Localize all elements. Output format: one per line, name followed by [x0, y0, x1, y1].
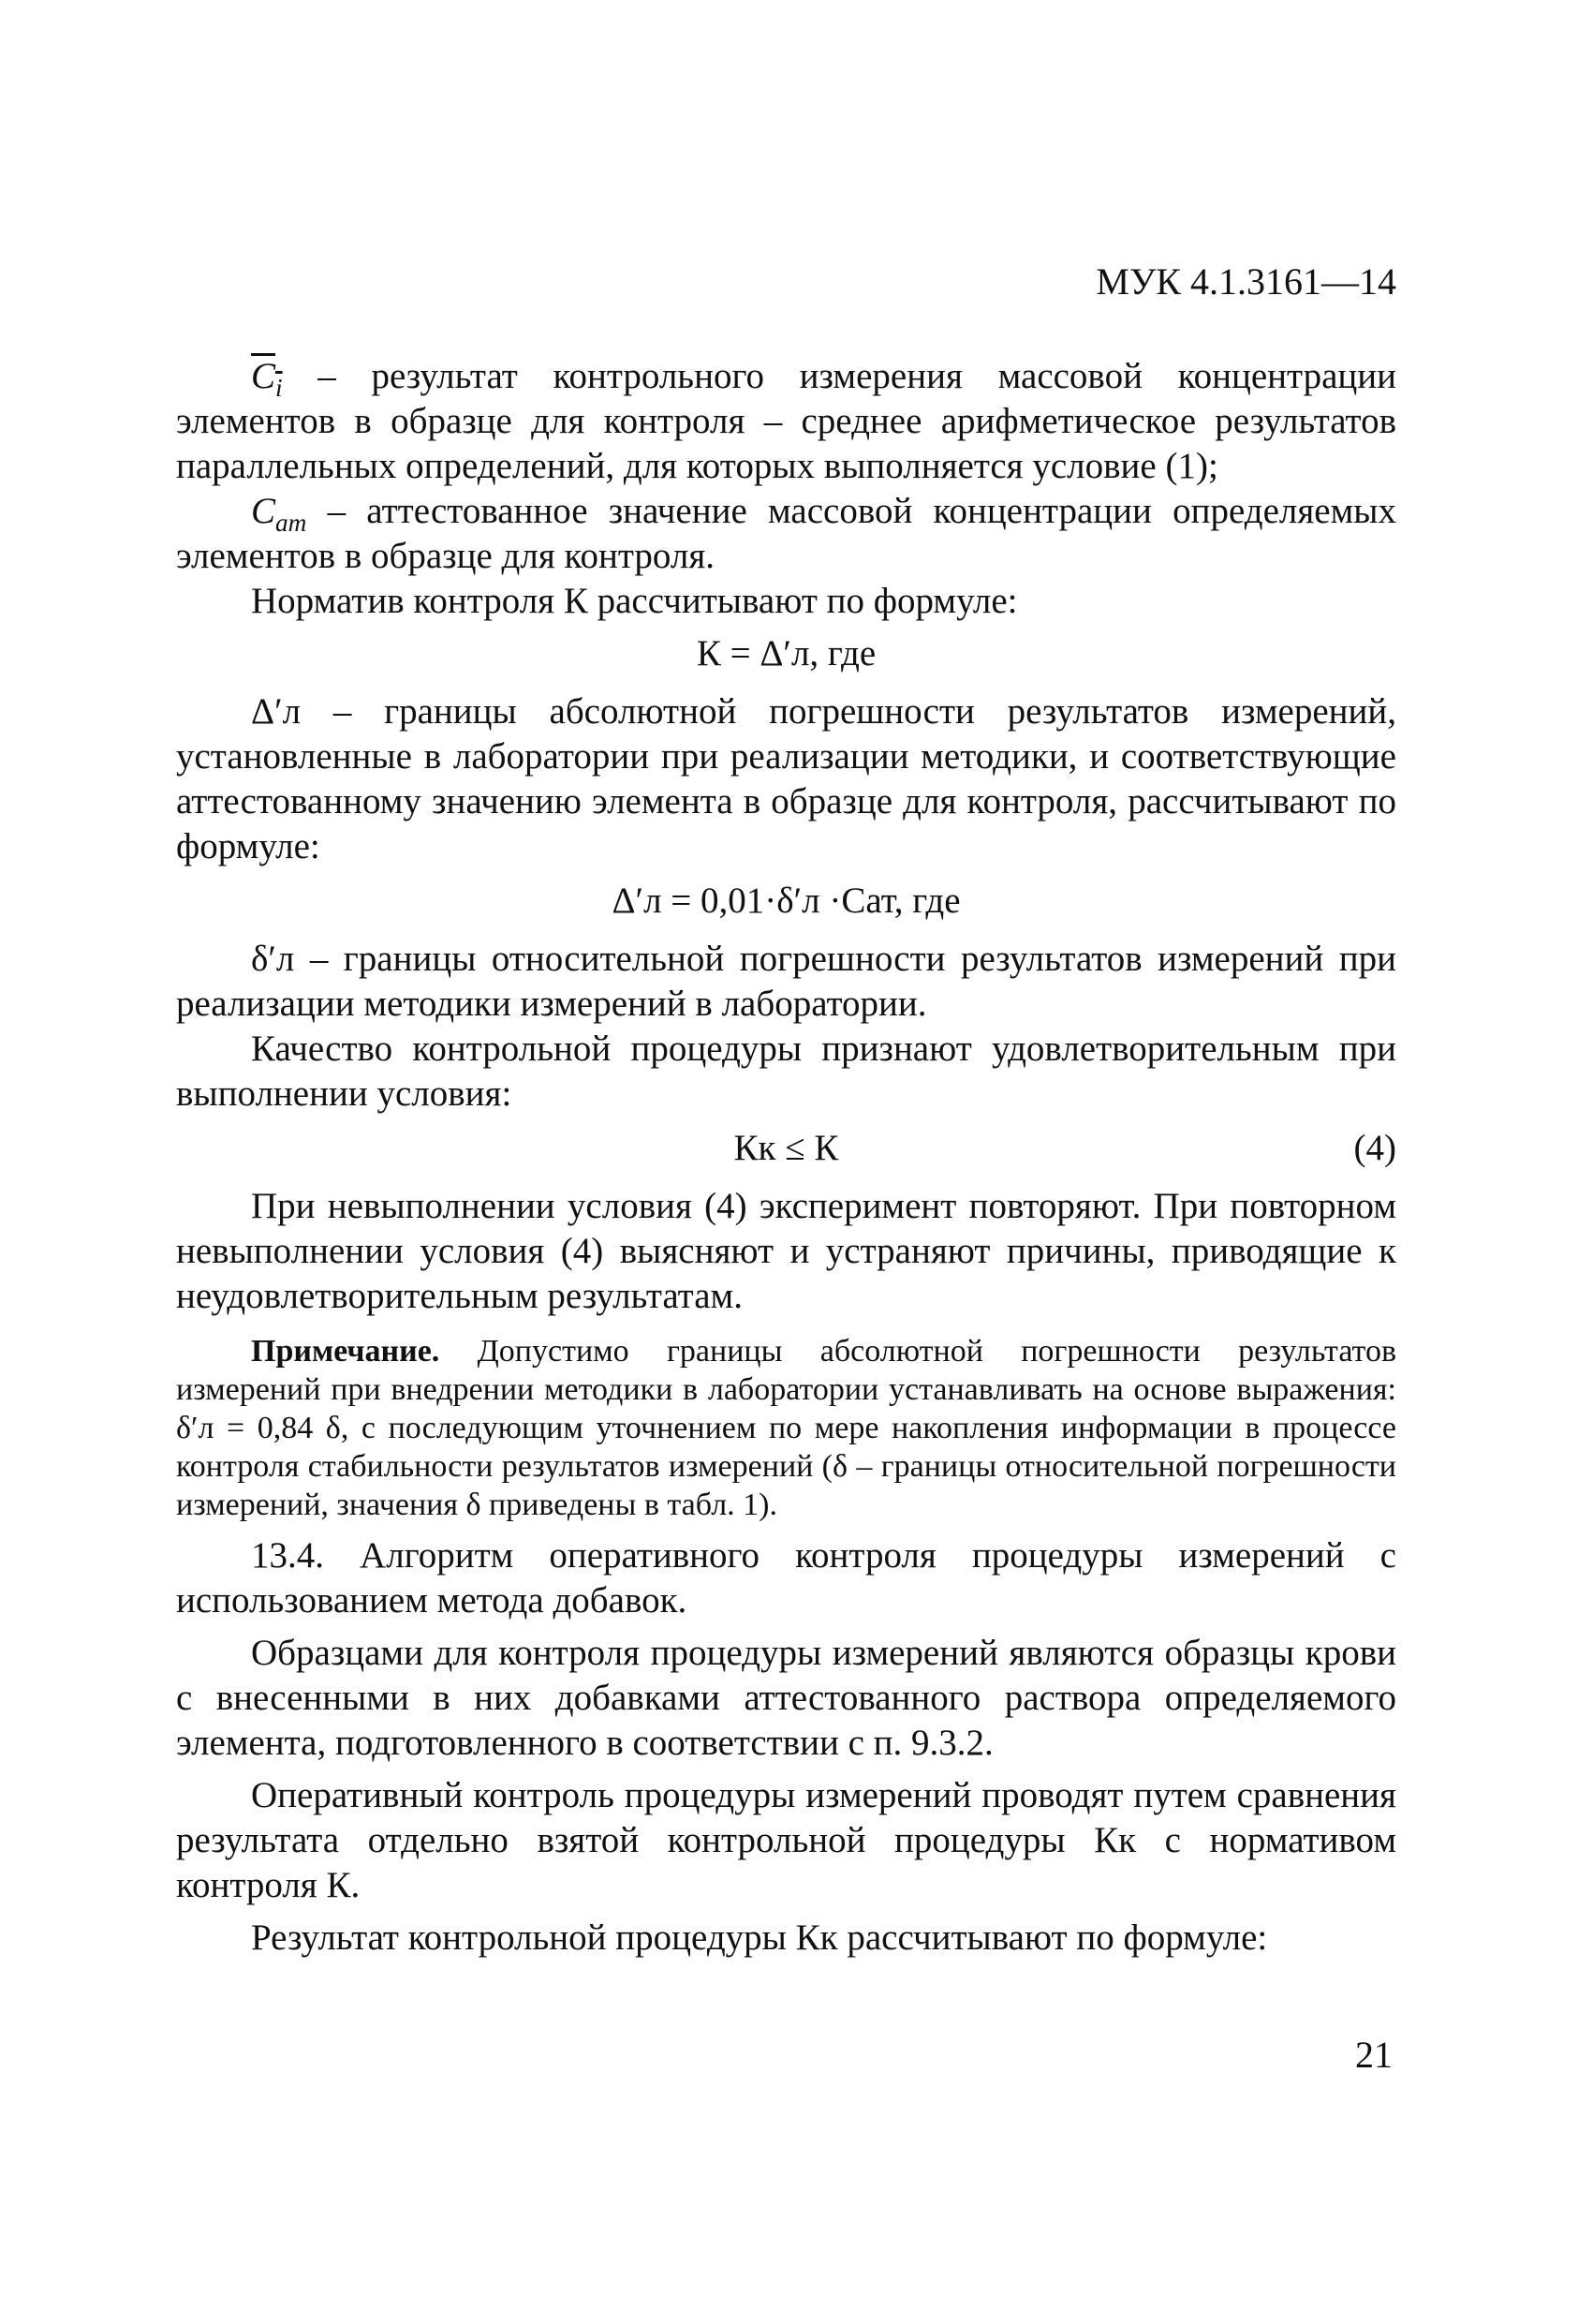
page-number: 21	[1355, 2034, 1393, 2076]
formula-delta: Δ′л = 0,01·δ′л ·Сат, где	[612, 881, 961, 921]
delta-definition: Δ′л – границы абсолютной погрешности результатов измерений, установленные в лаборатории при реализации методики, и соответствующие аттестованному значению элемента в образце для контроля, рассчитывают по формуле:	[176, 691, 1396, 866]
ci-symbol: $C_i$	[251, 356, 283, 402]
formula-k: К = Δ′л, где	[696, 633, 877, 674]
note-label: Примечание.	[251, 1334, 440, 1369]
condition-formula	[176, 1126, 1396, 1171]
body-text	[176, 354, 1396, 1961]
repeat-paragraph: При невыполнении условия (4) эксперимент повторяют. При повторном невыполнении условия (4) выясняют и устраняют причины, приводящие к неудовлетворительным результатам.	[176, 1186, 1396, 1316]
section-heading: 13.4. Алгоритм оперативного контроля процедуры измерений с использованием метода добавок.	[176, 1535, 1396, 1621]
operative-paragraph: Оперативный контроль процедуры измерений проводят путем сравнения результата отдельно взятой контрольной процедуры Кк с нормативом контроля К.	[176, 1775, 1396, 1905]
cat-symbol: $C_{ат}$	[251, 491, 307, 537]
samples-paragraph: Образцами для контроля процедуры измерений являются образцы крови с внесенными в них добавками аттестованного раствора определяемого элемента, подготовленного в соответствии с п. 9.3.2.	[176, 1633, 1396, 1763]
note-text: Допустимо границы абсолютной погрешности результатов измерений при внедрении методики в лаборатории устанавливать на основе выражения: δ′л = 0,84 δ, с последующим уточнением по мере накопления информации в процессе контроля стабильности результатов измерений (δ – границы относительной погрешности измерений, значения δ приведены в табл. 1).	[176, 1334, 1396, 1522]
definition-cat: $C_{ат}$ – аттестованное значение массовой концентрации определяемых элементов в образце для контроля.	[176, 491, 1396, 576]
delta-relative-definition: δ′л – границы относительной погрешности результатов измерений при реализации методики измерений в лаборатории.	[176, 939, 1396, 1024]
quality-condition-text: Качество контрольной процедуры признают удовлетворительным при выполнении условия:	[176, 1029, 1396, 1114]
definition-ci: $C_i$ – результат контрольного измерения массовой концентрации элементов в образце для контроля – среднее арифметическое результатов параллельных определений, для которых выполняется условие (1);	[176, 356, 1396, 486]
norm-intro: Норматив контроля К рассчитывают по формуле:	[251, 581, 1018, 621]
note-paragraph	[176, 1332, 1396, 1524]
document-code-header: МУК 4.1.3161—14	[1096, 260, 1396, 303]
equation-number: (4)	[1353, 1128, 1396, 1168]
result-paragraph: Результат контрольной процедуры Кк рассчитывают по формуле:	[251, 1917, 1268, 1958]
condition-expression: Кк ≤ К	[733, 1128, 839, 1168]
